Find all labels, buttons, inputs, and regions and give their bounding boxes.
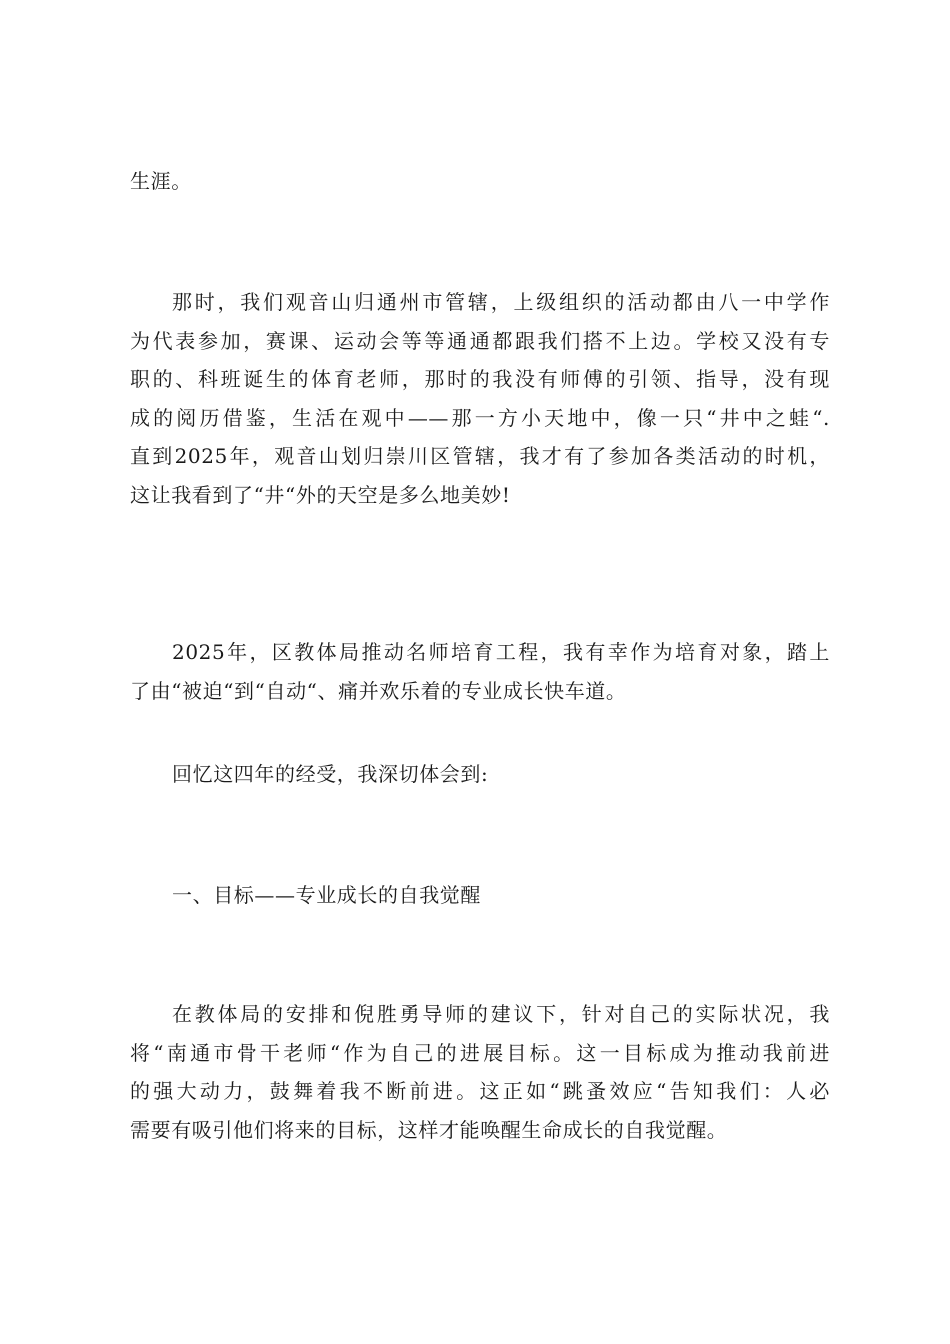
text-line: 的强大动力，鼓舞着我不断前进。这正如“跳蚤效应“告知我们：人必 [130,1079,830,1103]
text-line: 这让我看到了“井“外的天空是多么地美妙! [130,482,511,507]
text-line: 回忆这四年的经受，我深切体会到: [172,762,489,786]
text-line: 在教体局的安排和倪胜勇导师的建议下，针对自己的实际状况，我 [172,1002,830,1026]
paragraph-guanyinshan-history [130,283,830,514]
text-line: 直到2025年，观音山划归崇川区管辖，我才有了参加各类活动的时机， [130,444,830,468]
text-line: 需要有吸引他们将来的目标，这样才能唤醒生命成长的自我觉醒。 [130,1117,728,1142]
text-line: 为代表参加，赛课、运动会等等通通都跟我们搭不上边。学校又没有专 [130,328,830,353]
paragraph-reflection [130,755,830,794]
text-line: 成的阅历借鉴，生活在观中——那一方小天地中，像一只“井中之蛙“. [130,405,830,430]
paragraph-training-program [130,633,830,710]
section-heading-goal [130,876,830,915]
text-line: 职的、科班诞生的体育老师，那时的我没有师傅的引领、指导，没有现 [130,367,830,391]
paragraph-goal-details [130,995,830,1149]
text-line: 生涯。 [130,169,192,193]
paragraph-career-end [130,162,830,201]
text-line: 将“南通市骨干老师“作为自己的进展目标。这一目标成为推动我前进 [130,1040,830,1065]
text-line: 一、目标——专业成长的自我觉醒 [172,883,481,907]
text-line: 那时，我们观音山归通州市管辖，上级组织的活动都由八一中学作 [172,290,830,314]
text-line: 了由“被迫“到“自动“、痛并欢乐着的专业成长快车道。 [130,678,627,703]
text-line: 2025年，区教体局推动名师培育工程，我有幸作为培育对象，踏上 [172,640,830,664]
